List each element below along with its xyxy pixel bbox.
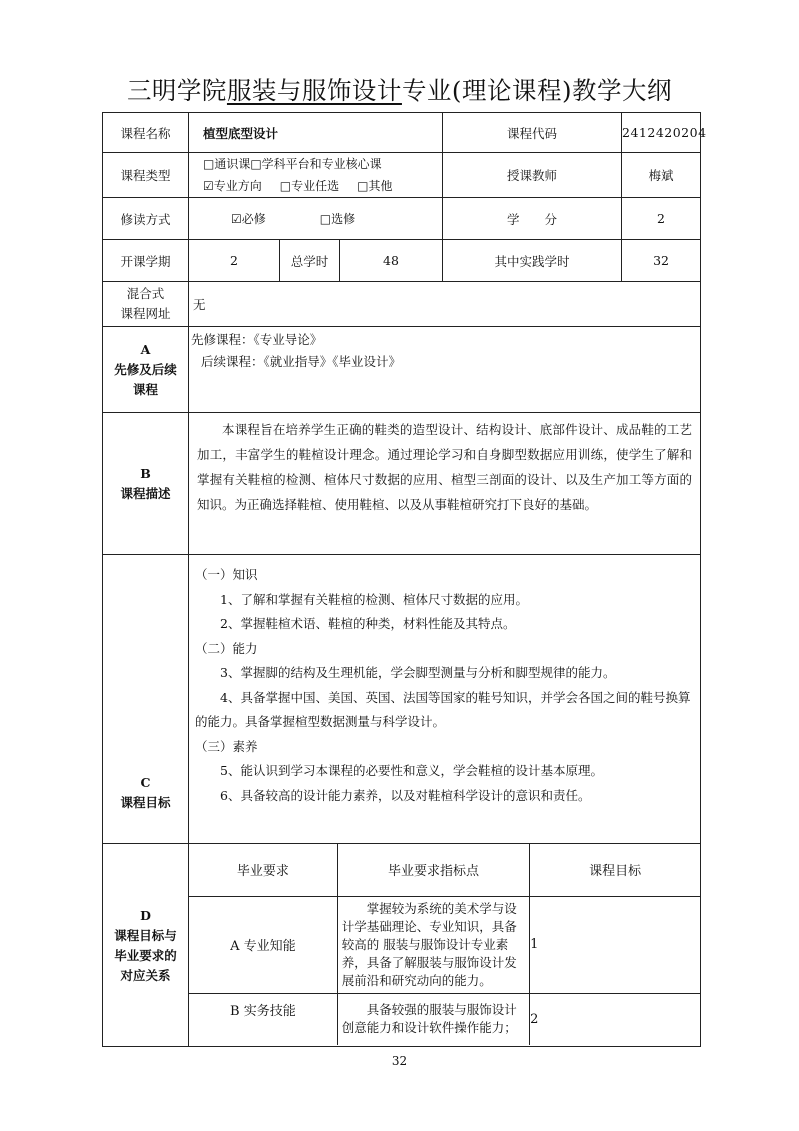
section-c-label: C 课程目标 <box>103 555 189 844</box>
requirements-mapping-cell <box>189 844 701 1047</box>
goal-cell: 2 <box>530 993 700 1045</box>
online-url-label: 混合式 课程网址 <box>103 282 189 327</box>
course-type-options <box>189 153 443 198</box>
teacher-label: 授课教师 <box>443 153 622 198</box>
course-type-label: 课程类型 <box>103 153 189 198</box>
row-section-d <box>103 844 701 1047</box>
row-course-type <box>103 153 701 198</box>
practice-hours-value: 32 <box>622 240 701 282</box>
practice-hours-label: 其中实践学时 <box>443 240 622 282</box>
indicator-cell: 掌握较为系统的美术学与设计学基础理论、专业知识，具备较高的 服装与服饰设计专业素养，具备了解服装与服饰设计发展前沿和研究动向的能力。 <box>337 896 529 993</box>
section-a-content <box>189 327 701 413</box>
requirement-cell: A 专业知能 <box>189 896 337 993</box>
study-mode-label: 修读方式 <box>103 198 189 240</box>
course-type-line-2 <box>203 175 442 197</box>
course-description: 本课程旨在培养学生正确的鞋类的造型设计、结构设计、底部件设计、成品鞋的工艺加工，丰富学生的鞋楦设计理念。通过理论学习和自身脚型数据应用训练，使学生了解和掌握有关鞋楦的检测、楦体尺寸数据的应用、楦型三剖面的设计、以及生产加工等方面的知识。为正确选择鞋楦、使用鞋楦、以及从事鞋楦研究打下良好的基础。 <box>189 413 701 555</box>
prereq-courses: 先修课程：《专业导论》 <box>191 332 323 347</box>
goal-item: 5、能认识到学习本课程的必要性和意义，学会鞋楦的设计基本原理。 <box>220 763 603 778</box>
semester-value: 2 <box>189 240 280 282</box>
course-code-label: 课程代码 <box>443 113 622 153</box>
goals-heading-quality: （三）素养 <box>195 738 258 754</box>
checkbox-platform: □学科平台和专业核心课 <box>250 157 382 171</box>
page-number: 32 <box>391 1054 408 1068</box>
checkbox-other: □其他 <box>357 179 393 193</box>
indicator-cell: 具备较强的服装与服饰设计创意能力和设计软件操作能力； <box>337 993 529 1045</box>
checkbox-direction: ☑专业方向 <box>203 179 262 193</box>
goal-item: 4、具备掌握中国、美国、英国、法国等国家的鞋号知识，并学会各国之间的鞋号换算的能力。具备掌握楦型数据测量与科学设计。 <box>195 689 691 729</box>
section-a-label: A 先修及后续 课程 <box>103 327 189 413</box>
requirement-cell: B 实务技能 <box>189 993 337 1045</box>
goals-heading-knowledge: （一）知识 <box>195 567 258 582</box>
page-title: 三明学院服装与服饰设计专业(理论课程)教学大纲 <box>126 76 673 105</box>
row-section-c <box>103 555 701 844</box>
mapping-header-row <box>189 844 700 896</box>
total-hours-label: 总学时 <box>280 240 340 282</box>
goals-heading-ability: （二）能力 <box>195 640 258 656</box>
course-goals <box>189 555 701 844</box>
online-url-value: 无 <box>189 282 701 327</box>
row-study-mode <box>103 198 701 240</box>
row-online-url <box>103 282 701 327</box>
followup-courses: 后续课程：《就业指导》《毕业设计》 <box>201 354 402 369</box>
section-b-label: B 课程描述 <box>103 413 189 555</box>
goal-item: 2、掌握鞋楦术语、鞋楦的种类，材料性能及其特点。 <box>220 616 516 631</box>
credit-value: 2 <box>622 198 701 240</box>
course-name-label: 课程名称 <box>103 113 189 153</box>
header-requirement: 毕业要求 <box>189 844 337 896</box>
credit-label: 学 分 <box>443 198 622 240</box>
course-name-value: 植型底型设计 <box>189 113 443 153</box>
checkbox-mode-elective: □选修 <box>319 212 356 226</box>
checkbox-required: ☑必修 <box>231 212 266 226</box>
mapping-row <box>189 896 700 993</box>
teacher-value: 梅斌 <box>622 153 701 198</box>
row-section-a <box>103 327 701 413</box>
study-mode-options <box>189 198 443 240</box>
section-d-label: D 课程目标与 毕业要求的 对应关系 <box>103 844 189 1047</box>
course-code-value: 2412420204 <box>622 113 701 153</box>
mapping-row <box>189 993 700 1045</box>
course-type-line-1 <box>203 153 442 175</box>
checkbox-general: □通识课 <box>203 157 251 171</box>
syllabus-table <box>102 112 707 1047</box>
requirements-mapping-table <box>189 844 700 1045</box>
goal-item: 1、了解和掌握有关鞋楦的检测、楦体尺寸数据的应用。 <box>220 591 528 607</box>
semester-label: 开课学期 <box>103 240 189 282</box>
goal-item: 3、掌握脚的结构及生理机能，学会脚型测量与分析和脚型规律的能力。 <box>220 665 616 680</box>
total-hours-value: 48 <box>340 240 443 282</box>
header-course-goal: 课程目标 <box>530 844 700 896</box>
row-course-name <box>103 113 701 153</box>
goal-item: 6、具备较高的设计能力素养，以及对鞋楦科学设计的意识和责任。 <box>220 787 591 803</box>
checkbox-elective: □专业任选 <box>279 179 340 193</box>
row-semester <box>103 240 701 282</box>
row-section-b <box>103 413 701 555</box>
header-indicator: 毕业要求指标点 <box>337 844 529 896</box>
goal-cell: 1 <box>530 896 700 993</box>
